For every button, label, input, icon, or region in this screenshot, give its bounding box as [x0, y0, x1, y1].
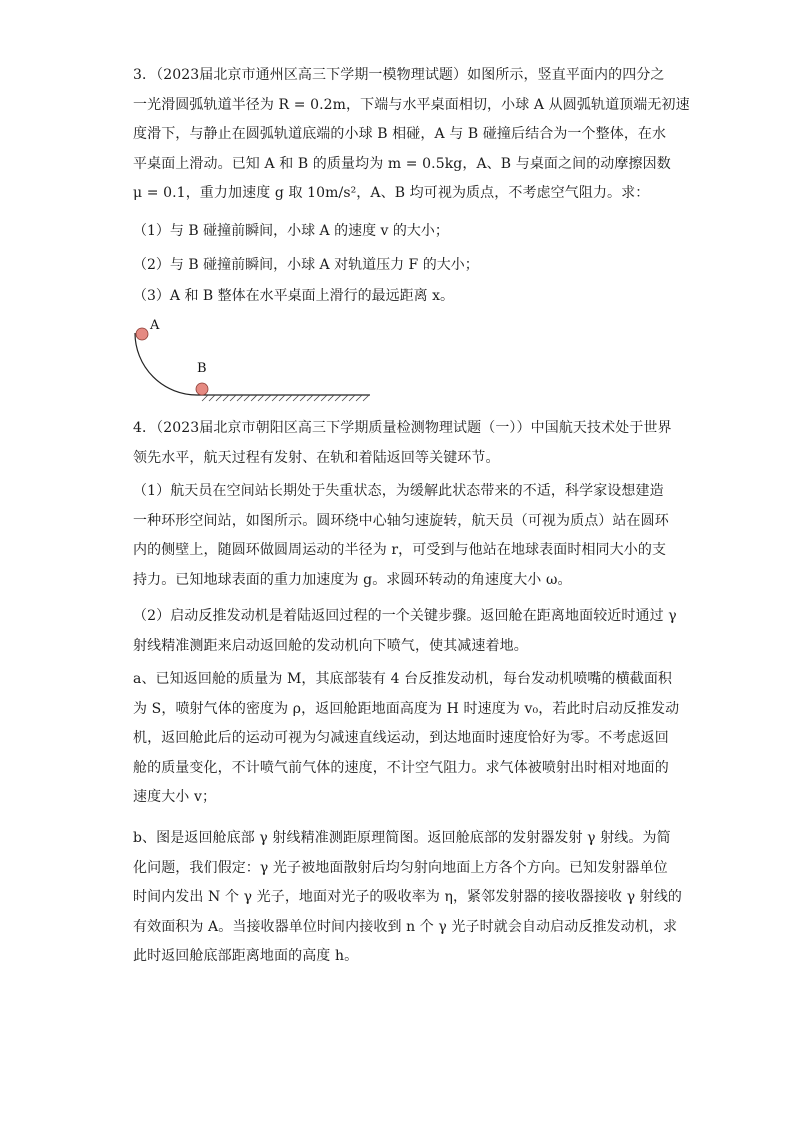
q4-partb-line-3: 时间内发出 N 个 γ 光子，地面对光子的吸收率为 η，紧邻发射器的接收器接收 γ 射线的 — [133, 889, 683, 905]
label-b: B — [197, 361, 207, 376]
q3-line-4: 平桌面上滑动。已知 A 和 B 的质量均为 m = 0.5kg，A、B 与桌面之间的动摩擦因数 — [133, 155, 671, 172]
q4-part-2 — [133, 602, 677, 661]
q4-part2-line-2: 射线精准测距来启动返回舱的发动机向下喷气，使其减速着地。 — [133, 637, 528, 654]
q3-line-2: 一光滑圆弧轨道半径为 R = 0.2m，下端与水平桌面相切，小球 A 从圆弧轨道顶端无初速 — [133, 96, 690, 113]
q3-line-5: μ = 0.1，重力加速度 g 取 10m/s²，A、B 均可视为质点，不考虑空气阻力。求： — [133, 185, 650, 201]
question-4-stem — [133, 414, 672, 473]
q4-partb-line-2: 化问题，我们假定：γ 光子被地面散射后均匀射向地面上方各个方向。已知发射器单位 — [133, 859, 668, 876]
q4-part-b — [133, 824, 683, 972]
q4-part1-line-3: 内的侧壁上，随圆环做圆周运动的半径为 r，可受到与他站在地球表面时相同大小的支 — [133, 542, 667, 558]
q4-part-a — [133, 665, 680, 813]
q4-partb-line-1: b、图是返回舱底部 γ 射线精准测距原理简图。返回舱底部的发射器发射 γ 射线。为简 — [133, 830, 671, 846]
label-a: A — [150, 318, 160, 333]
ball-b — [196, 383, 208, 395]
q4-partb-line-5: 此时返回舱底部距离地面的高度 h。 — [133, 948, 359, 964]
q4-parta-line-5: 速度大小 v； — [133, 789, 217, 805]
q4-part-1 — [133, 477, 669, 595]
q4-parta-line-1: a、已知返回舱的质量为 M，其底部装有 4 台反推发动机，每台发动机喷嘴的横截面积 — [133, 671, 673, 687]
q3-subquestion-2: （2）与 B 碰撞前瞬间，小球 A 对轨道压力 F 的大小； — [133, 257, 479, 273]
arc-track-diagram — [128, 315, 378, 410]
q4-part2-line-1: （2）启动反推发动机是着陆返回过程的一个关键步骤。返回舱在距离地面较近时通过 γ — [133, 608, 677, 624]
q4-intro-line-1: 4．（2023届北京市朝阳区高三下学期质量检测物理试题（一））中国航天技术处于世界 — [133, 420, 672, 436]
q3-subquestion-3: （3）A 和 B 整体在水平桌面上滑行的最远距离 x。 — [133, 288, 455, 304]
q3-line-1: 3．（2023届北京市通州区高三下学期一模物理试题）如图所示，竖直平面内的四分之 — [133, 67, 665, 83]
ball-a — [136, 328, 148, 340]
q4-part1-line-1: （1）航天员在空间站长期处于失重状态，为缓解此状态带来的不适，科学家设想建造 — [133, 483, 664, 499]
q4-part1-line-4: 持力。已知地球表面的重力加速度为 g。求圆环转动的角速度大小 ω。 — [133, 571, 572, 588]
q4-parta-line-2: 为 S，喷射气体的密度为 ρ，返回舱距地面高度为 H 时速度为 v₀，若此时启动反推发动 — [133, 700, 680, 717]
question-3-stem — [133, 61, 690, 209]
q4-part1-line-2: 一种环形空间站，如图所示。圆环绕中心轴匀速旋转，航天员（可视为质点）站在圆环 — [133, 512, 669, 529]
q3-figure — [128, 315, 378, 410]
arc-track — [135, 333, 197, 395]
table-hatching — [202, 395, 369, 401]
q4-parta-line-4: 舱的质量变化，不计喷气前气体的速度，不计空气阻力。求气体被喷射出时相对地面的 — [133, 759, 669, 776]
q4-intro-line-2: 领先水平，航天过程有发射、在轨和着陆返回等关键环节。 — [133, 449, 500, 466]
q3-line-3: 度滑下，与静止在圆弧轨道底端的小球 B 相碰，A 与 B 碰撞后结合为一个整体，在水 — [133, 126, 667, 142]
q3-subquestion-1: （1）与 B 碰撞前瞬间，小球 A 的速度 v 的大小； — [133, 223, 449, 239]
q4-parta-line-3: 机，返回舱此后的运动可视为匀减速直线运动，到达地面时速度恰好为零。不考虑返回 — [133, 730, 669, 746]
q4-partb-line-4: 有效面积为 A。当接收器单位时间内接收到 n 个 γ 光子时就会自动启动反推发动机，求 — [133, 918, 678, 935]
